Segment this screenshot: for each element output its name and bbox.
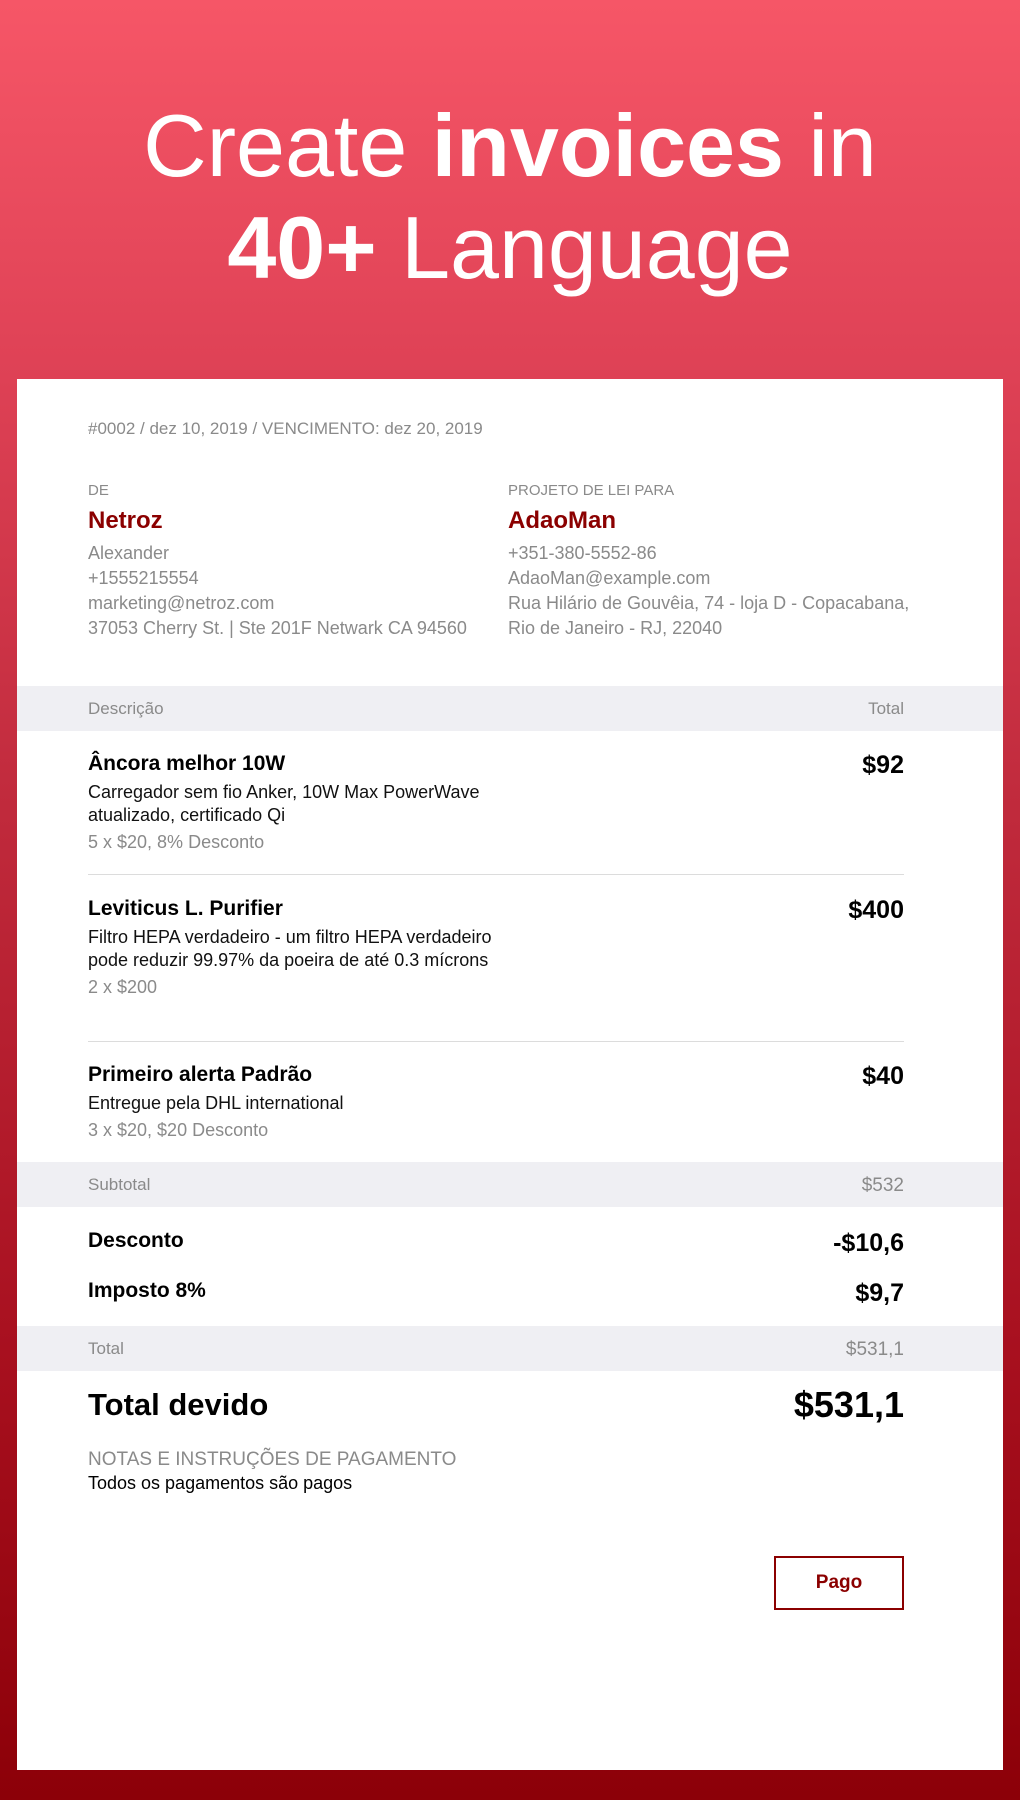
line-item[interactable] xyxy=(88,751,904,853)
hero-banner xyxy=(0,0,1020,379)
discount-label: Desconto xyxy=(88,1229,184,1252)
header-description: Descrição xyxy=(88,699,164,718)
subtotal-row xyxy=(17,1162,1003,1207)
total-label: Total xyxy=(88,1339,124,1358)
from-address: 37053 Cherry St. | Ste 201F Netwark CA 94560 xyxy=(88,618,467,638)
item-total: $400 xyxy=(848,896,904,924)
tax-label: Imposto 8% xyxy=(88,1279,206,1302)
from-name: Netroz xyxy=(88,507,163,534)
line-item[interactable] xyxy=(88,1062,904,1141)
item-total: $92 xyxy=(862,751,904,779)
item-total: $40 xyxy=(862,1062,904,1090)
item-description: Carregador sem fio Anker, 10W Max PowerWave atualizado, certificado Qi xyxy=(88,782,480,825)
item-name: Âncora melhor 10W xyxy=(88,752,286,775)
bill-to-label: PROJETO DE LEI PARA xyxy=(508,482,675,499)
from-label: DE xyxy=(88,482,109,499)
amount-due-label: Total devido xyxy=(88,1387,269,1422)
tax-value: $9,7 xyxy=(855,1279,904,1307)
item-quantity-price: 5 x $20, 8% Desconto xyxy=(88,832,265,852)
bill-to-email: AdaoMan@example.com xyxy=(508,568,711,588)
item-quantity-price: 3 x $20, $20 Desconto xyxy=(88,1120,269,1140)
from-email: marketing@netroz.com xyxy=(88,593,275,613)
notes-body: Todos os pagamentos são pagos xyxy=(88,1473,353,1493)
item-quantity-price: 2 x $200 xyxy=(88,977,158,997)
bill-to-phone: +351-380-5552-86 xyxy=(508,543,657,563)
payment-notes xyxy=(88,1449,456,1494)
paid-status-button[interactable]: Pago xyxy=(774,1556,904,1610)
bill-to-section xyxy=(508,482,938,641)
item-divider xyxy=(88,1041,904,1042)
tax-row xyxy=(88,1279,904,1307)
item-description: Filtro HEPA verdadeiro - um filtro HEPA verdadeiro pode reduzir 99.97% da poeira de até 0.3 mícrons xyxy=(88,927,492,970)
bill-to-address-line-2: Rio de Janeiro - RJ, 22040 xyxy=(508,618,723,638)
items-table-header xyxy=(17,686,1003,731)
subtotal-value: $532 xyxy=(861,1175,904,1196)
line-item[interactable] xyxy=(88,896,904,998)
from-contact: Alexander xyxy=(88,543,170,563)
from-section xyxy=(88,482,508,641)
bill-to-address-line-1: Rua Hilário de Gouvêia, 74 - loja D - Copacabana, xyxy=(508,593,910,613)
amount-due-value: $531,1 xyxy=(793,1384,904,1425)
item-divider xyxy=(88,874,904,875)
item-name: Leviticus L. Purifier xyxy=(88,897,283,920)
invoice-card xyxy=(17,379,1003,1770)
hero-headline-line-2: 40+ Language xyxy=(227,198,793,297)
discount-value: -$10,6 xyxy=(833,1229,904,1257)
notes-title: NOTAS E INSTRUÇÕES DE PAGAMENTO xyxy=(88,1449,457,1470)
from-phone: +1555215554 xyxy=(88,568,199,588)
bill-to-name: AdaoMan xyxy=(508,507,616,534)
item-name: Primeiro alerta Padrão xyxy=(88,1063,313,1086)
hero-headline-line-1: Create invoices in xyxy=(143,96,877,195)
amount-due-row xyxy=(88,1384,904,1425)
subtotal-label: Subtotal xyxy=(88,1175,151,1194)
total-value: $531,1 xyxy=(845,1339,904,1360)
item-description: Entregue pela DHL international xyxy=(88,1093,344,1113)
header-total: Total xyxy=(868,699,904,718)
discount-row xyxy=(88,1229,904,1257)
total-row xyxy=(17,1326,1003,1371)
invoice-meta: #0002 / dez 10, 2019 / VENCIMENTO: dez 20, 2019 xyxy=(88,419,483,438)
